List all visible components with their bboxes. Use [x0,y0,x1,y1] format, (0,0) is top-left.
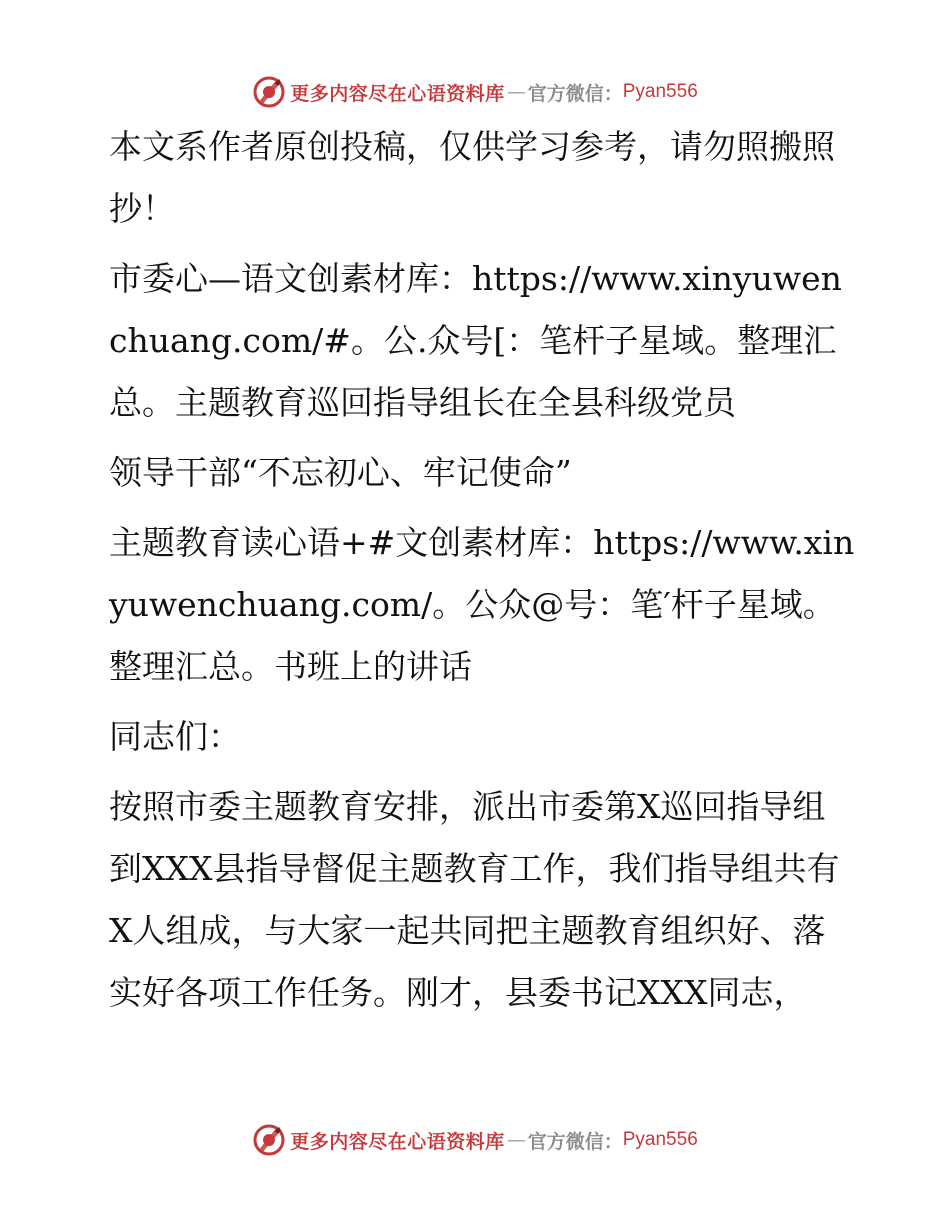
header-watermark-banner [0,72,950,112]
paragraph-title-part: 领导干部“不忘初心、牢记使命” [109,453,572,492]
paragraph-body: 按照市委主题教育安排，派出市委第X巡回指导组到XXX县指导督促主题教育工作，我们指导组共有X人组成，与大家一起共同把主题教育组织好、落实好各项工作任务。刚才，县委书记XXX同志， [109,787,840,1012]
paragraph-source-2: 主题教育读心语+#文创素材库：https://www.xinyuwenchuang.com/。公众@号：笔′杆子星域。整理汇总。书班上的讲话 [109,523,855,686]
banner-wechat-id: Pyan556 [622,1129,698,1150]
pen-logo-icon [252,1123,286,1157]
banner-main-text: 更多内容尽在心语资料库 [290,1130,505,1153]
footer-watermark-banner [0,1120,950,1160]
paragraph-salutation: 同志们： [109,717,241,756]
banner-wechat-id: Pyan556 [622,81,698,102]
pen-logo-icon [252,75,286,109]
paragraph-source-1: 市委心—语文创素材库：https://www.xinyuwenchuang.com/#。公.众号[：笔杆子星域。整理汇总。主题教育巡回指导组长在全县科级党员 [109,259,842,422]
paragraph-disclaimer: 本文系作者原创投稿，仅供学习参考，请勿照搬照抄！ [109,127,835,228]
banner-official-label: 官方微信： [527,82,623,105]
document-body [97,116,857,1032]
banner-main-text: 更多内容尽在心语资料库 [290,82,505,105]
banner-dash: — [506,1129,526,1151]
banner-official-label: 官方微信： [527,1130,623,1153]
banner-dash: — [506,81,526,103]
